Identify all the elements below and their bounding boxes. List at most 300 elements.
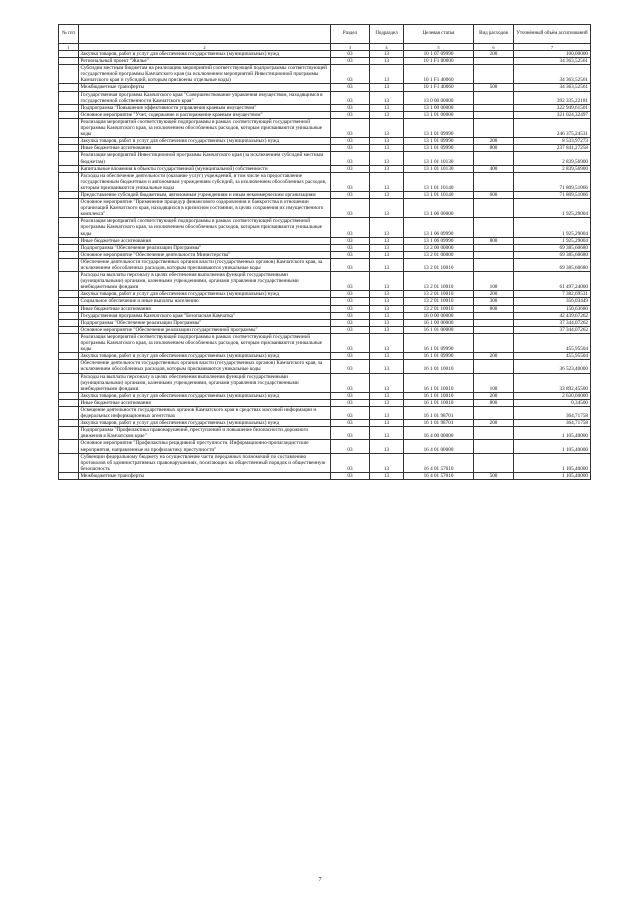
row-section-cell: 03 [331, 51, 370, 58]
column-index-row [59, 44, 591, 51]
row-exptype-cell [474, 440, 514, 453]
row-name-cell: Подпрограмма "Обеспечение реализации Программы" [79, 319, 331, 326]
col-index: 5 [404, 44, 474, 51]
table-row [59, 251, 591, 258]
row-exptype-cell [474, 333, 514, 352]
row-name-cell: Расходы на выплаты персоналу в целях обеспечения выполнения функций государственными (муниципальными) органами, казенными учреждениями, органами управления государственными внебюджетными фондами [79, 272, 331, 291]
row-subsection-cell: 13 [370, 406, 404, 419]
row-subsection-cell: 13 [370, 51, 404, 58]
row-exptype-cell [474, 172, 514, 191]
row-target-cell: 10 1 F1 40060 [404, 84, 474, 91]
row-section-cell: 03 [331, 360, 370, 373]
row-name-cell: Иные бюджетные ассигнования [79, 145, 331, 152]
row-subsection-cell: 13 [370, 373, 404, 392]
row-section-cell: 03 [331, 333, 370, 352]
row-name-cell: Иные бюджетные ассигнования [79, 399, 331, 406]
row-amount-cell: 34 363,52561 [514, 84, 591, 91]
row-amount-cell: 2 630,60000 [514, 392, 591, 399]
table-row [59, 326, 591, 333]
row-section-cell: 03 [331, 191, 370, 198]
row-num-cell [59, 453, 79, 472]
row-name-cell: Расходы на обеспечение деятельности (оказание услуг) учреждений, в том числе на предоставление государственным бюджетным и автономным учреждениям субсидий, за исключением обособленных расходов, которым присваиваются уникальные коды [79, 172, 331, 191]
row-exptype-cell: 100 [474, 373, 514, 392]
row-name-cell: Субвенции федеральному бюджету на осуществление части переданных полномочий по составлению протоколов об административных правонарушениях, посягающих на общественный порядок и общественную безопасность [79, 453, 331, 472]
table-row [59, 312, 591, 319]
row-amount-cell: 100,00000 [514, 51, 591, 58]
row-section-cell: 03 [331, 312, 370, 319]
row-num-cell [59, 65, 79, 84]
row-name-cell: Расходы на выплаты персоналу в целях обеспечения выполнения функций государственными (муниципальными) органами, казенными учреждениями, органами управления государственными внебюджетными фондами [79, 373, 331, 392]
row-amount-cell: 455,95504 [514, 353, 591, 360]
row-num-cell [59, 237, 79, 244]
row-name-cell: Освещение деятельности государственных органов Камчатского края в средствах массовой информации и федеральных информационных агентствах [79, 406, 331, 419]
row-exptype-cell: 200 [474, 51, 514, 58]
row-amount-cell: 392 335,22181 [514, 91, 591, 104]
row-amount-cell: 34 363,52561 [514, 58, 591, 65]
row-section-cell: 03 [331, 420, 370, 427]
row-amount-cell: 69 385,60680 [514, 258, 591, 271]
row-section-cell: 03 [331, 472, 370, 479]
row-name-cell: Закупка товаров, работ и услуг для обеспечения государственных (муниципальных) нужд [79, 420, 331, 427]
row-subsection-cell: 13 [370, 399, 404, 406]
row-subsection-cell: 13 [370, 440, 404, 453]
row-num-cell [59, 152, 79, 165]
row-name-cell: Капитальные вложения в объекты государственной (муниципальной) собственности [79, 165, 331, 172]
row-amount-cell: 34 363,52561 [514, 65, 591, 84]
row-subsection-cell: 13 [370, 319, 404, 326]
row-name-cell: Реализация мероприятий соответствующей подпрограммы в рамках соответствующей государственной программы Камчатского края, за исключением обособленных расходов, которым присваиваются уникальные коды [79, 118, 331, 137]
row-amount-cell: 1 105,40000 [514, 440, 591, 453]
row-target-cell: 16 4 01 57010 [404, 453, 474, 472]
row-num-cell [59, 360, 79, 373]
row-num-cell [59, 84, 79, 91]
row-amount-cell: 1 925,29004 [514, 199, 591, 218]
row-amount-cell: 36 523,40000 [514, 360, 591, 373]
row-amount-cell: 37 344,07262 [514, 319, 591, 326]
row-target-cell: 13 2 01 10010 [404, 298, 474, 305]
row-subsection-cell: 13 [370, 118, 404, 137]
row-target-cell: 13 1 01 10140 [404, 172, 474, 191]
row-section-cell: 03 [331, 392, 370, 399]
row-exptype-cell: 500 [474, 472, 514, 479]
row-name-cell: Реализация мероприятий соответствующей подпрограммы в рамках соответствующей государственной программы Камчатского края, за исключением обособленных расходов, которым присваиваются уникальные коды [79, 218, 331, 237]
table-row [59, 138, 591, 145]
row-subsection-cell: 13 [370, 244, 404, 251]
row-amount-cell: 42 439,67262 [514, 312, 591, 319]
row-target-cell: 16 1 01 10010 [404, 399, 474, 406]
row-section-cell: 03 [331, 353, 370, 360]
row-section-cell: 03 [331, 272, 370, 291]
row-target-cell: 16 1 01 98701 [404, 420, 474, 427]
row-amount-cell: 8 533,97273 [514, 138, 591, 145]
table-row [59, 104, 591, 111]
row-name-cell: Региональный проект "Жилье" [79, 58, 331, 65]
table-row [59, 84, 591, 91]
table-row [59, 298, 591, 305]
row-num-cell [59, 191, 79, 198]
row-num-cell [59, 305, 79, 312]
row-exptype-cell [474, 199, 514, 218]
row-amount-cell: 1 925,29004 [514, 237, 591, 244]
row-amount-cell: 7 382,69531 [514, 291, 591, 298]
row-subsection-cell: 13 [370, 199, 404, 218]
row-subsection-cell: 13 [370, 298, 404, 305]
table-row [59, 91, 591, 104]
row-exptype-cell [474, 218, 514, 237]
row-subsection-cell: 13 [370, 165, 404, 172]
row-num-cell [59, 111, 79, 118]
row-num-cell [59, 353, 79, 360]
table-row [59, 392, 591, 399]
row-target-cell: 16 4 00 00000 [404, 427, 474, 440]
row-exptype-cell [474, 244, 514, 251]
row-exptype-cell: 200 [474, 420, 514, 427]
col-header-subsection: Подраздел [370, 25, 404, 44]
row-target-cell: 13 2 01 00000 [404, 251, 474, 258]
row-target-cell: 16 4 01 57010 [404, 472, 474, 479]
row-subsection-cell: 13 [370, 353, 404, 360]
row-subsection-cell: 13 [370, 272, 404, 291]
table-row [59, 65, 591, 84]
row-name-cell: Закупка товаров, работ и услуг для обеспечения государственных (муниципальных) нужд [79, 138, 331, 145]
row-name-cell: Обеспечение деятельности государственных органов власти (государственных органов) Камчатского края, за исключением обособленных расходов, которым присваиваются уникальные коды [79, 258, 331, 271]
row-exptype-cell [474, 111, 514, 118]
row-name-cell: Подпрограмма "Профилактика правонарушений, преступлений и повышение безопасности дорожного движения в Камчатском крае" [79, 427, 331, 440]
col-header-amount: Уточнённый объём ассигнований [514, 25, 591, 44]
row-section-cell: 03 [331, 165, 370, 172]
row-section-cell: 03 [331, 58, 370, 65]
row-amount-cell: 150,63680 [514, 305, 591, 312]
row-target-cell: 13 0 00 00000 [404, 91, 474, 104]
row-num-cell [59, 258, 79, 271]
row-name-cell: Иные бюджетные ассигнования [79, 237, 331, 244]
row-section-cell: 03 [331, 326, 370, 333]
table-row [59, 172, 591, 191]
table-row [59, 272, 591, 291]
row-subsection-cell: 13 [370, 191, 404, 198]
row-target-cell: 13 2 01 10010 [404, 258, 474, 271]
row-num-cell [59, 312, 79, 319]
row-target-cell: 16 1 01 98701 [404, 406, 474, 419]
row-target-cell: 10 1 F1 00000 [404, 58, 474, 65]
row-num-cell [59, 326, 79, 333]
row-subsection-cell: 13 [370, 291, 404, 298]
row-name-cell: Социальное обеспечение и иные выплаты населению [79, 298, 331, 305]
row-name-cell: Основное мероприятие "Обеспечение реализации государственной программы" [79, 326, 331, 333]
row-name-cell: Государственная программа Камчатского края "Безопасная Камчатка" [79, 312, 331, 319]
row-name-cell: Государственная программа Камчатского края "Совершенствование управления имуществом, находящимся в государственной собственности Камчатского края" [79, 91, 331, 104]
row-section-cell: 03 [331, 152, 370, 165]
row-section-cell: 03 [331, 319, 370, 326]
table-row [59, 472, 591, 479]
row-section-cell: 03 [331, 118, 370, 137]
col-index: 7 [514, 44, 591, 51]
row-amount-cell: 71 809,51066 [514, 191, 591, 198]
row-target-cell: 16 1 01 09990 [404, 333, 474, 352]
row-exptype-cell: 200 [474, 291, 514, 298]
row-name-cell: Субсидии местным бюджетам на реализацию мероприятий соответствующей подпрограммы соответствующей государственной программы Камчатского края (за исключением мероприятий Инвестиционной программы Камчатского края и субсидий, которым присвоены отдельные коды) [79, 65, 331, 84]
row-section-cell: 03 [331, 298, 370, 305]
row-target-cell: 13 1 00 00000 [404, 104, 474, 111]
row-amount-cell: 61 497,24000 [514, 272, 591, 291]
table-row [59, 258, 591, 271]
row-exptype-cell [474, 312, 514, 319]
page-number: 7 [318, 877, 322, 883]
row-subsection-cell: 13 [370, 392, 404, 399]
row-name-cell: Закупка товаров, работ и услуг для обеспечения государственных (муниципальных) нужд [79, 291, 331, 298]
row-num-cell [59, 199, 79, 218]
row-exptype-cell [474, 258, 514, 271]
row-subsection-cell: 13 [370, 104, 404, 111]
row-subsection-cell: 13 [370, 152, 404, 165]
row-exptype-cell [474, 118, 514, 137]
row-name-cell: Основное мероприятие "Применение процедур финансового оздоровления и банкротства в отношении организаций Камчатского края, находящихся в кризисном состоянии, в целях сохранения их имущественного комплекса" [79, 199, 331, 218]
row-num-cell [59, 392, 79, 399]
table-body [59, 51, 591, 480]
row-target-cell: 16 1 00 00000 [404, 319, 474, 326]
col-header-exptype: Вид расходов [474, 25, 514, 44]
row-subsection-cell: 13 [370, 305, 404, 312]
row-num-cell [59, 218, 79, 237]
row-subsection-cell: 13 [370, 65, 404, 84]
row-exptype-cell [474, 251, 514, 258]
row-amount-cell: 71 809,51066 [514, 172, 591, 191]
row-subsection-cell: 13 [370, 111, 404, 118]
row-exptype-cell: 500 [474, 84, 514, 91]
row-target-cell: 16 1 01 09990 [404, 353, 474, 360]
row-exptype-cell [474, 65, 514, 84]
row-target-cell: 13 1 01 10130 [404, 152, 474, 165]
row-name-cell: Закупка товаров, работ и услуг для обеспечения государственных (муниципальных) нужд [79, 353, 331, 360]
row-section-cell: 03 [331, 258, 370, 271]
row-section-cell: 03 [331, 427, 370, 440]
row-amount-cell: 69 385,60680 [514, 244, 591, 251]
row-amount-cell: 37 344,07262 [514, 326, 591, 333]
row-exptype-cell: 200 [474, 392, 514, 399]
row-name-cell: Подпрограмма "Обеспечение реализации Программы" [79, 244, 331, 251]
row-target-cell: 13 1 06 09990 [404, 218, 474, 237]
row-num-cell [59, 172, 79, 191]
row-target-cell: 13 2 01 10010 [404, 291, 474, 298]
row-section-cell: 03 [331, 291, 370, 298]
row-subsection-cell: 13 [370, 326, 404, 333]
row-target-cell: 10 1 07 09990 [404, 51, 474, 58]
row-num-cell [59, 406, 79, 419]
row-section-cell: 03 [331, 145, 370, 152]
row-num-cell [59, 440, 79, 453]
row-amount-cell: 322 949,61501 [514, 104, 591, 111]
table-row [59, 373, 591, 392]
table-row [59, 453, 591, 472]
row-subsection-cell: 13 [370, 91, 404, 104]
row-exptype-cell: 400 [474, 165, 514, 172]
row-subsection-cell: 13 [370, 58, 404, 65]
row-target-cell: 13 1 06 00000 [404, 199, 474, 218]
row-target-cell: 16 1 01 10010 [404, 392, 474, 399]
row-section-cell: 03 [331, 84, 370, 91]
row-exptype-cell [474, 427, 514, 440]
col-index: 6 [474, 44, 514, 51]
row-exptype-cell: 800 [474, 399, 514, 406]
row-subsection-cell: 13 [370, 420, 404, 427]
row-section-cell: 03 [331, 199, 370, 218]
table-row [59, 319, 591, 326]
row-exptype-cell: 600 [474, 191, 514, 198]
row-amount-cell: 364,71758 [514, 406, 591, 419]
row-num-cell [59, 251, 79, 258]
row-num-cell [59, 427, 79, 440]
row-target-cell: 13 2 01 10010 [404, 272, 474, 291]
table-row [59, 191, 591, 198]
row-subsection-cell: 13 [370, 258, 404, 271]
row-target-cell: 10 1 F1 40060 [404, 65, 474, 84]
row-section-cell: 03 [331, 104, 370, 111]
row-subsection-cell: 13 [370, 312, 404, 319]
row-amount-cell: 364,71758 [514, 420, 591, 427]
row-section-cell: 03 [331, 91, 370, 104]
row-subsection-cell: 13 [370, 453, 404, 472]
row-num-cell [59, 51, 79, 58]
row-amount-cell: 1 105,40000 [514, 472, 591, 479]
row-section-cell: 03 [331, 251, 370, 258]
row-subsection-cell: 13 [370, 360, 404, 373]
table-row [59, 291, 591, 298]
col-index: 4 [370, 44, 404, 51]
row-num-cell [59, 138, 79, 145]
row-subsection-cell: 13 [370, 84, 404, 91]
row-name-cell: Иные бюджетные ассигнования [79, 305, 331, 312]
row-target-cell: 16 1 01 10010 [404, 373, 474, 392]
row-num-cell [59, 291, 79, 298]
row-subsection-cell: 13 [370, 237, 404, 244]
row-target-cell: 16 1 01 00000 [404, 326, 474, 333]
table-row [59, 244, 591, 251]
row-name-cell: Обеспечение деятельности государственных органов власти (государственных органов) Камчатского края, за исключением обособленных расходов, которым присваиваются уникальные коды [79, 360, 331, 373]
row-amount-cell: 356,03449 [514, 298, 591, 305]
row-section-cell: 03 [331, 406, 370, 419]
row-num-cell [59, 165, 79, 172]
row-subsection-cell: 13 [370, 218, 404, 237]
row-amount-cell: 1 925,29004 [514, 218, 591, 237]
table-row [59, 218, 591, 237]
row-num-cell [59, 298, 79, 305]
row-subsection-cell: 13 [370, 138, 404, 145]
col-index: 1 [59, 44, 79, 51]
row-amount-cell: 246 375,24531 [514, 118, 591, 137]
row-section-cell: 03 [331, 399, 370, 406]
row-num-cell [59, 472, 79, 479]
row-num-cell [59, 244, 79, 251]
table-row [59, 333, 591, 352]
row-exptype-cell [474, 104, 514, 111]
row-section-cell: 03 [331, 305, 370, 312]
col-index: 2 [79, 44, 331, 51]
row-name-cell: Закупка товаров, работ и услуг для обеспечения государственных (муниципальных) нужд [79, 51, 331, 58]
row-num-cell [59, 91, 79, 104]
table-row [59, 111, 591, 118]
table-row [59, 305, 591, 312]
row-section-cell: 03 [331, 440, 370, 453]
row-amount-cell: 2 839,56900 [514, 152, 591, 165]
row-num-cell [59, 333, 79, 352]
table-row [59, 199, 591, 218]
table-header-row [59, 25, 591, 44]
row-exptype-cell: 200 [474, 138, 514, 145]
col-index: 3 [331, 44, 370, 51]
row-num-cell [59, 104, 79, 111]
row-section-cell: 03 [331, 172, 370, 191]
row-exptype-cell [474, 360, 514, 373]
row-subsection-cell: 13 [370, 172, 404, 191]
row-name-cell: Подпрограмма "Повышение эффективности управления краевым имуществом" [79, 104, 331, 111]
row-section-cell: 03 [331, 111, 370, 118]
row-exptype-cell [474, 58, 514, 65]
row-target-cell: 13 2 00 00000 [404, 244, 474, 251]
budget-table-page [58, 24, 590, 480]
budget-allocation-table [58, 24, 591, 480]
row-name-cell: Предоставление субсидий бюджетным, автономным учреждениям и иным некоммерческим организациям [79, 191, 331, 198]
row-section-cell: 03 [331, 218, 370, 237]
row-section-cell: 03 [331, 453, 370, 472]
row-name-cell: Межбюджетные трансферты [79, 84, 331, 91]
row-name-cell: Закупка товаров, работ и услуг для обеспечения государственных (муниципальных) нужд [79, 392, 331, 399]
row-exptype-cell [474, 406, 514, 419]
table-row [59, 440, 591, 453]
row-target-cell: 13 1 01 10140 [404, 191, 474, 198]
row-exptype-cell: 800 [474, 305, 514, 312]
row-amount-cell: 2 839,56900 [514, 165, 591, 172]
table-row [59, 145, 591, 152]
table-row [59, 406, 591, 419]
row-exptype-cell: 800 [474, 237, 514, 244]
row-target-cell: 13 1 01 09990 [404, 118, 474, 137]
row-exptype-cell: 100 [474, 272, 514, 291]
table-row [59, 165, 591, 172]
row-exptype-cell: 800 [474, 145, 514, 152]
row-subsection-cell: 13 [370, 333, 404, 352]
row-exptype-cell [474, 319, 514, 326]
row-exptype-cell [474, 152, 514, 165]
row-num-cell [59, 118, 79, 137]
col-header-section: Раздел [331, 25, 370, 44]
row-amount-cell: 69 385,60680 [514, 251, 591, 258]
row-name-cell: Реализация мероприятий Инвестиционной программы Камчатского края (за исключением субсидий местным бюджетам) [79, 152, 331, 165]
row-subsection-cell: 13 [370, 472, 404, 479]
row-section-cell: 03 [331, 373, 370, 392]
row-section-cell: 03 [331, 138, 370, 145]
row-target-cell: 16 0 00 00000 [404, 312, 474, 319]
table-row [59, 51, 591, 58]
row-target-cell: 13 1 06 09990 [404, 237, 474, 244]
table-row [59, 152, 591, 165]
row-amount-cell: 1 105,40000 [514, 453, 591, 472]
row-amount-cell: 0,34500 [514, 399, 591, 406]
row-target-cell: 13 1 01 00000 [404, 111, 474, 118]
table-row [59, 399, 591, 406]
row-amount-cell: 321 024,32497 [514, 111, 591, 118]
row-name-cell: Основное мероприятие "Учет, содержание и распоряжение краевым имуществом" [79, 111, 331, 118]
row-subsection-cell: 13 [370, 251, 404, 258]
col-header-name [79, 25, 331, 44]
row-num-cell [59, 319, 79, 326]
row-target-cell: 16 1 01 10010 [404, 360, 474, 373]
row-num-cell [59, 145, 79, 152]
row-name-cell: Основное мероприятие "Профилактика рецидивной преступности. Информационно-пропагандистские мероприятия, направленные на профилактику преступности" [79, 440, 331, 453]
row-name-cell: Межбюджетные трансферты [79, 472, 331, 479]
table-row [59, 353, 591, 360]
row-amount-cell: 237 841,27258 [514, 145, 591, 152]
row-subsection-cell: 13 [370, 427, 404, 440]
